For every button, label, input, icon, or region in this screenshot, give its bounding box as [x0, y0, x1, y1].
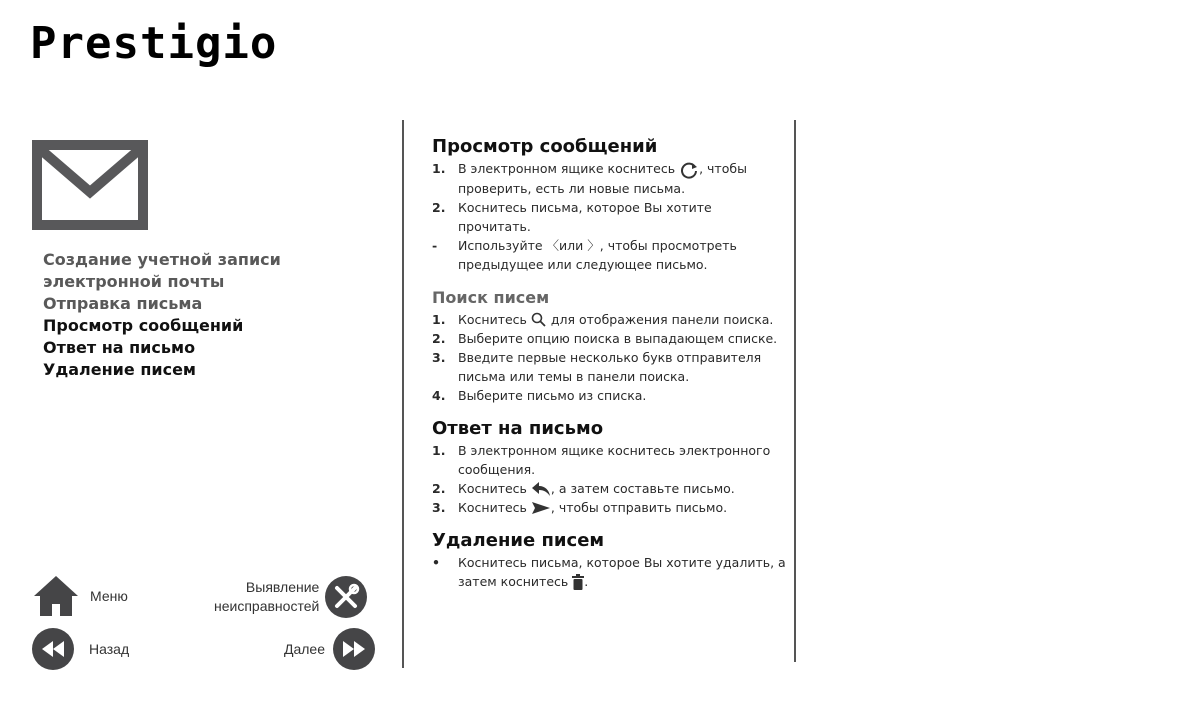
divider-left: [402, 120, 404, 668]
menu-label: Меню: [90, 588, 128, 604]
chevron-left-icon: 〈: [546, 237, 560, 253]
menu-button[interactable]: [32, 574, 128, 618]
tools-icon: [325, 576, 367, 618]
toc-item-view-messages[interactable]: Просмотр сообщений: [43, 316, 244, 335]
refresh-icon: [679, 161, 699, 179]
send-icon: [531, 501, 551, 515]
toc-item-reply[interactable]: Ответ на письмо: [43, 338, 196, 357]
toc-item-delete[interactable]: Удаление писем: [43, 360, 196, 379]
list-item: 4. Выберите письмо из списка.: [432, 387, 647, 403]
list-item: 1. В электронном ящике коснитесь , чтобы проверить, есть ли новые письма.: [432, 161, 747, 196]
troubleshooting-button[interactable]: [214, 576, 367, 618]
section-search: [432, 286, 787, 405]
divider-right: [794, 120, 796, 662]
envelope-icon: [32, 140, 148, 230]
next-label: Далее: [284, 641, 326, 657]
back-button[interactable]: [32, 628, 129, 670]
list-item: 2. Коснитесь , а затем составьте письмо.: [432, 480, 735, 496]
list-item: 3. Коснитесь , чтобы отправить письмо.: [432, 499, 728, 515]
reply-icon: [531, 481, 551, 497]
list-item: 1. В электронном ящике коснитесь электронного сообщения.: [432, 442, 771, 477]
table-of-contents: [43, 249, 373, 381]
section-title: Поиск писем: [432, 287, 550, 307]
section-reply: [432, 417, 787, 517]
section-delete: [432, 529, 787, 591]
fast-forward-icon: [333, 628, 375, 670]
chevron-right-icon: 〉: [587, 237, 600, 253]
next-button[interactable]: [284, 628, 375, 670]
troubleshooting-label: Выявление неисправностей: [214, 579, 320, 614]
back-label: Назад: [89, 641, 130, 657]
rewind-icon: [32, 628, 74, 670]
toc-item-create-account[interactable]: Создание учетной записи электронной почты: [43, 250, 281, 291]
instructions-content: [432, 135, 787, 603]
section-title: Ответ на письмо: [432, 417, 604, 439]
list-item: - Используйте 〈или 〉, чтобы просмотреть предыдущее или следующее письмо.: [432, 237, 737, 272]
list-item: 1. Коснитесь для отображения панели поиска.: [432, 311, 774, 327]
toc-item-send-mail[interactable]: Отправка письма: [43, 294, 203, 313]
list-item: 2. Выберите опцию поиска в выпадающем списке.: [432, 330, 778, 346]
prestigio-logo: Prestigio: [30, 18, 278, 69]
list-item: 2. Коснитесь письма, которое Вы хотите прочитать.: [432, 199, 712, 234]
trash-icon: [572, 574, 584, 590]
section-title: Удаление писем: [432, 529, 605, 551]
list-item: • Коснитесь письма, которое Вы хотите удалить, а затем коснитесь .: [432, 554, 786, 589]
section-view-messages: [432, 135, 787, 274]
search-icon: [531, 312, 547, 328]
list-item: 3. Введите первые несколько букв отправителя письма или темы в панели поиска.: [432, 349, 762, 384]
home-icon: [32, 574, 80, 618]
section-title: Просмотр сообщений: [432, 136, 658, 157]
